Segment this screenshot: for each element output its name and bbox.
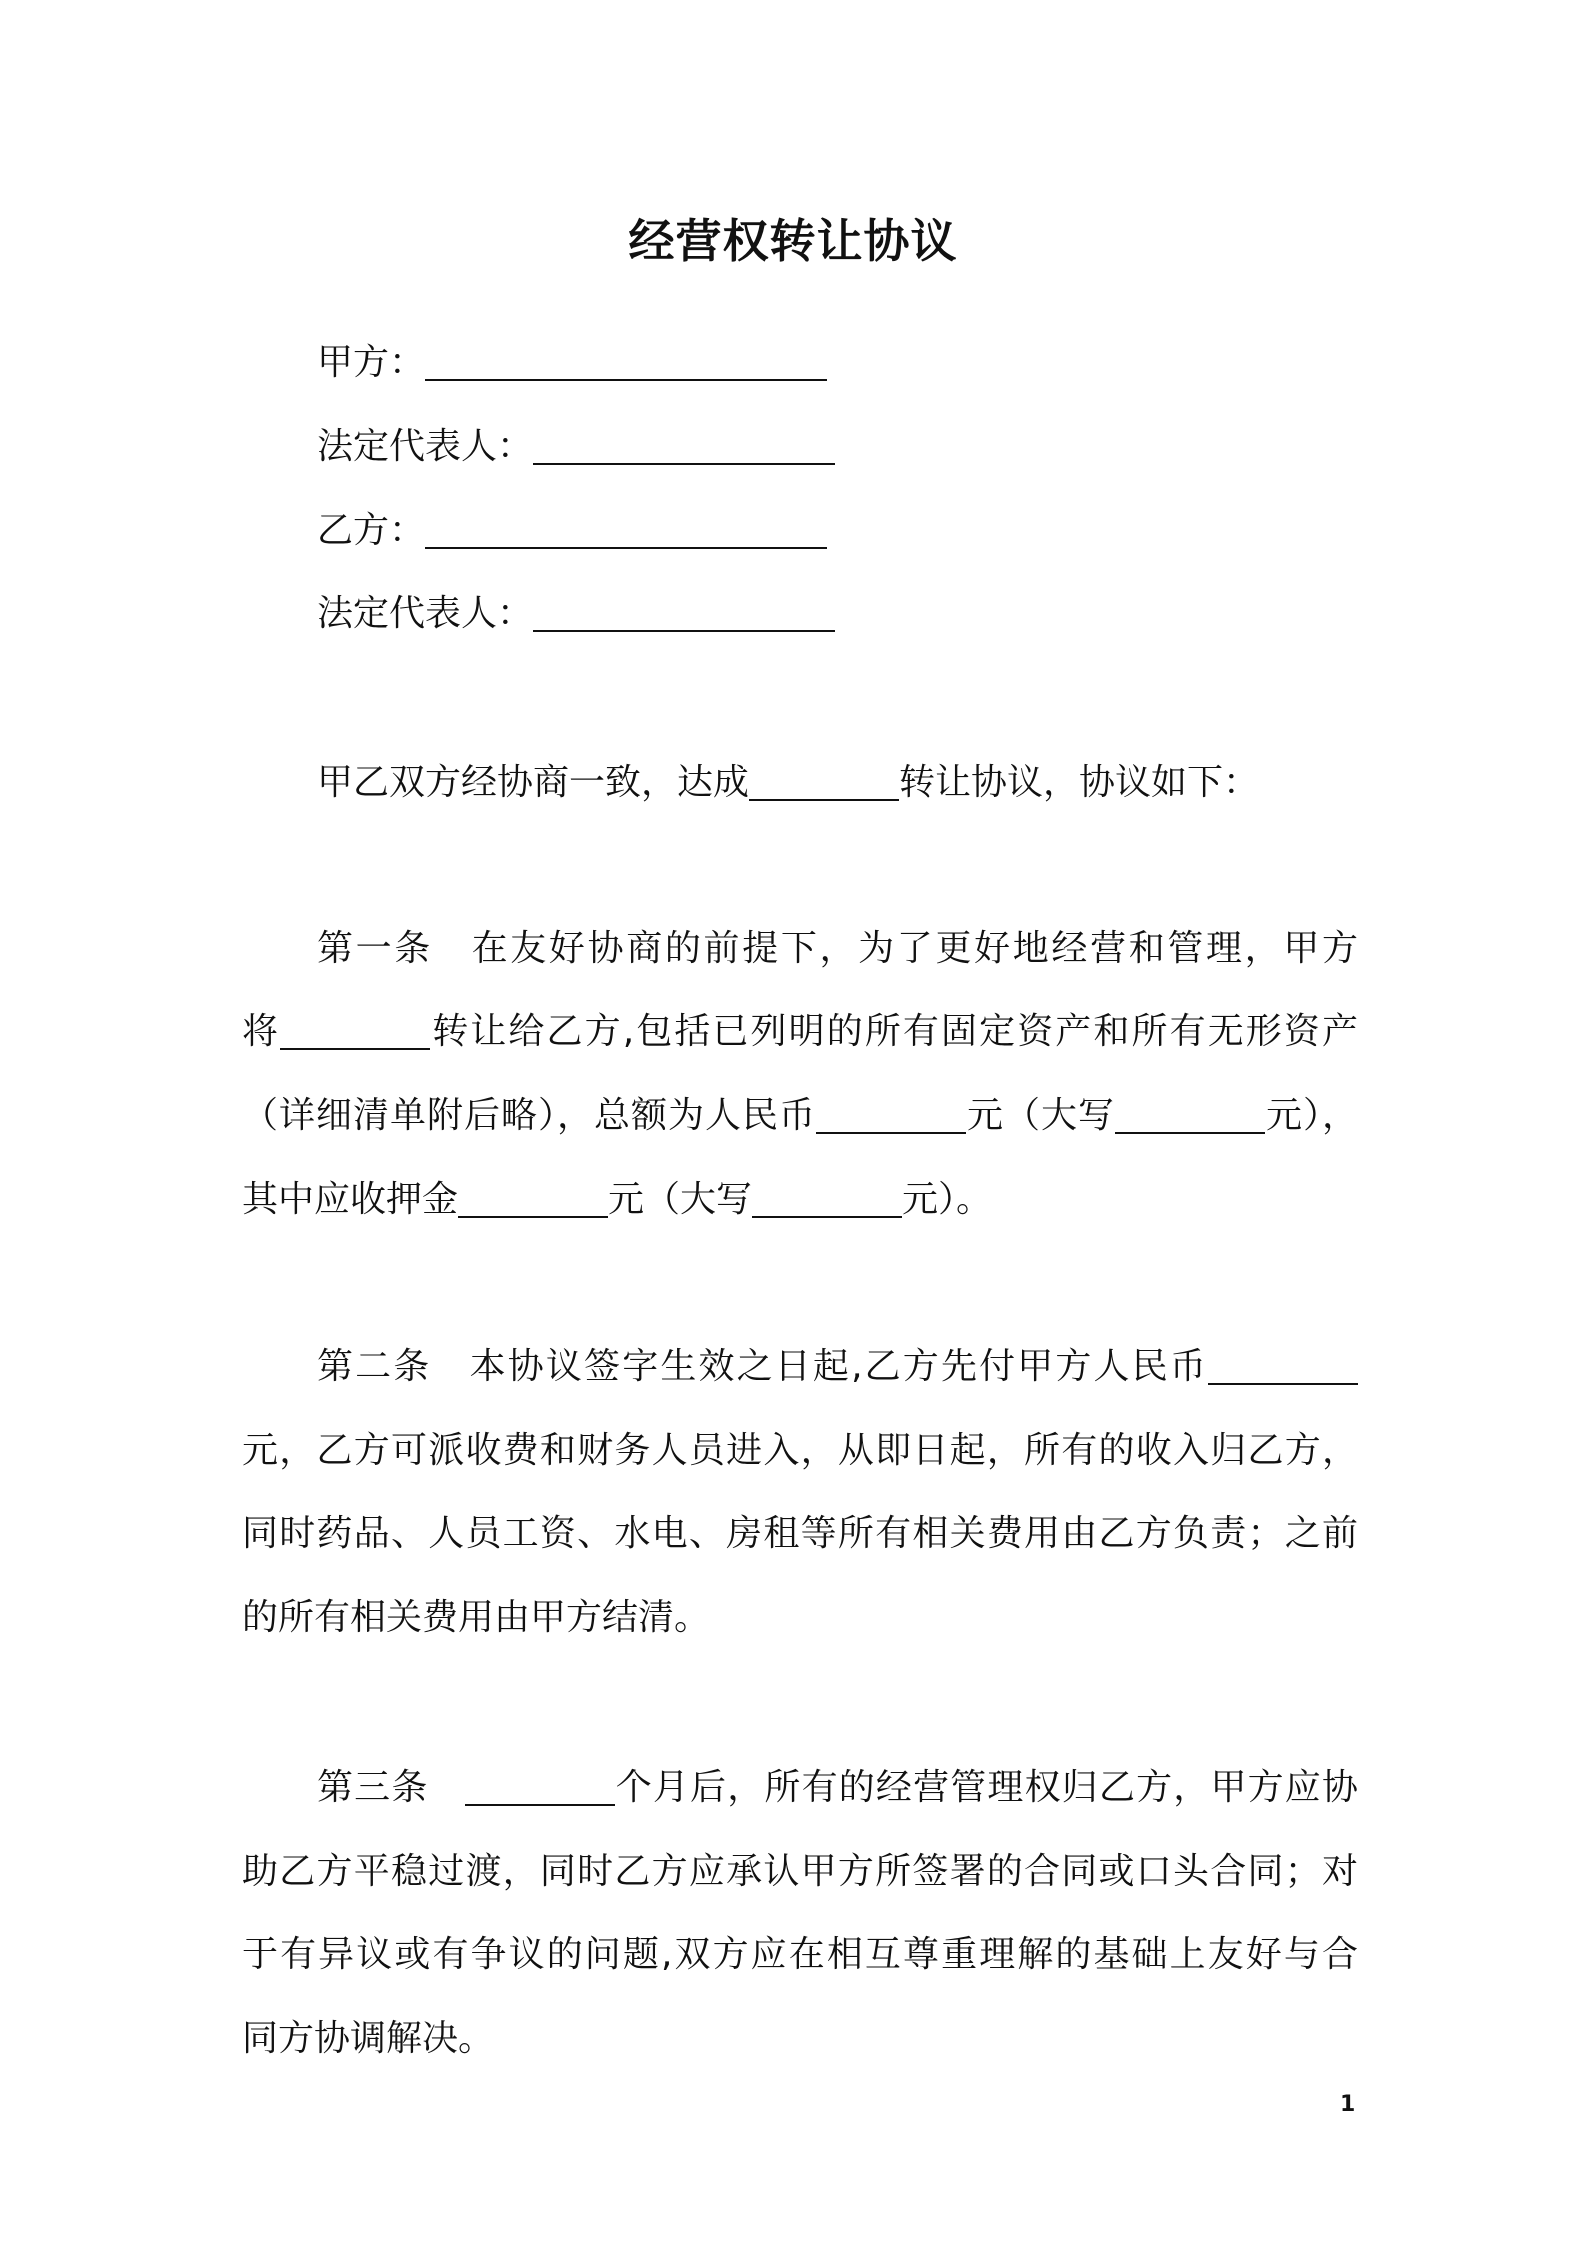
text-segment: 第一条 <box>317 928 433 969</box>
fill-in-blank[interactable] <box>533 417 835 465</box>
text-line <box>242 1086 1358 1146</box>
text-segment: 元（大写 <box>965 1095 1115 1136</box>
text-line <box>317 501 827 561</box>
text-segment: 其中应收押金 <box>242 1179 459 1220</box>
fill-in-blank[interactable] <box>816 1086 966 1134</box>
text-line <box>317 1337 1358 1397</box>
text-segment: 元）， <box>1264 1095 1358 1136</box>
text-segment: 甲方： <box>317 342 426 383</box>
text-line <box>317 753 1358 813</box>
fill-in-blank[interactable] <box>425 333 827 381</box>
text-segment: 法定代表人： <box>317 593 534 634</box>
fill-in-blank[interactable] <box>749 753 899 801</box>
text-line <box>317 417 835 477</box>
fill-in-blank[interactable] <box>425 501 827 549</box>
fill-in-blank[interactable] <box>465 1758 615 1806</box>
text-segment: 将 <box>242 1011 281 1052</box>
text-segment: 甲乙双方经协商一致，达成 <box>317 762 750 803</box>
text-line <box>242 1925 1358 1985</box>
text-segment: 同方协调解决。 <box>242 2018 495 2059</box>
text-segment: 转让协议，协议如下： <box>899 762 1260 803</box>
text-segment: （详细清单附后略），总额为人民币 <box>242 1095 816 1136</box>
text-segment: 元）。 <box>902 1179 993 1220</box>
text-segment: 同时药品、人员工资、水电、房租等所有相关费用由乙方负责；之前 <box>242 1513 1358 1554</box>
document-title: 经营权转让协议 <box>628 214 958 268</box>
text-line <box>242 1842 1358 1902</box>
fill-in-blank[interactable] <box>1208 1337 1358 1385</box>
text-segment: 在友好协商的前提下，为了更好地经营和管理，甲方 <box>468 928 1358 969</box>
text-segment: 乙方： <box>317 510 426 551</box>
text-line <box>242 1588 710 1648</box>
text-line <box>242 1002 1358 1062</box>
text-segment: 法定代表人： <box>317 426 534 467</box>
text-segment: 第二条 <box>317 1346 432 1387</box>
text-line <box>317 584 835 644</box>
text-segment: 第三条 <box>317 1767 429 1808</box>
text-segment: 个月后，所有的经营管理权归乙方，甲方应协 <box>614 1767 1358 1808</box>
text-segment: 元，乙方可派收费和财务人员进入，从即日起，所有的收入归乙方， <box>242 1430 1358 1471</box>
text-line <box>317 1758 1358 1818</box>
text-line <box>242 2009 494 2069</box>
fill-in-blank[interactable] <box>533 584 835 632</box>
fill-in-blank[interactable] <box>752 1170 902 1218</box>
text-segment: 助乙方平稳过渡，同时乙方应承认甲方所签署的合同或口头合同；对 <box>242 1851 1358 1892</box>
fill-in-blank[interactable] <box>458 1170 608 1218</box>
text-segment: 本协议签字生效之日起,乙方先付甲方人民币 <box>467 1346 1208 1387</box>
page-number: 1 <box>1340 2092 1356 2117</box>
text-segment: 元（大写 <box>608 1179 753 1220</box>
fill-in-blank[interactable] <box>1115 1086 1265 1134</box>
text-line <box>317 919 1358 979</box>
fill-in-blank[interactable] <box>280 1002 430 1050</box>
text-line <box>242 1170 992 1230</box>
text-line <box>242 1421 1358 1481</box>
text-segment: 的所有相关费用由甲方结清。 <box>242 1597 711 1638</box>
text-line <box>242 1504 1358 1564</box>
text-segment: 于有异议或有争议的问题,双方应在相互尊重理解的基础上友好与合 <box>242 1934 1358 1975</box>
text-segment: 转让给乙方,包括已列明的所有固定资产和所有无形资产 <box>430 1011 1358 1052</box>
text-line <box>317 333 827 393</box>
